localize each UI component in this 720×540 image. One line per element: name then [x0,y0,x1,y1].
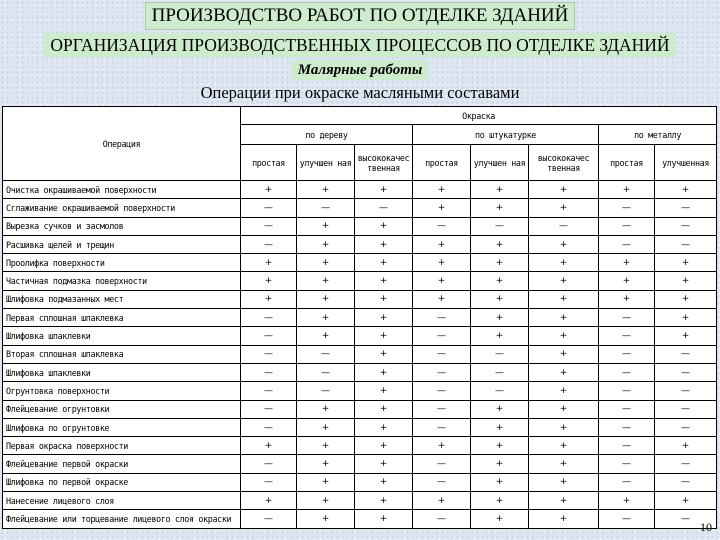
table-row [3,199,717,217]
table-cell: + [471,199,529,217]
quality-header: улучшен ная [471,145,529,181]
table-cell: + [471,327,529,345]
table-cell: + [599,290,655,308]
table-cell: + [529,235,599,253]
operation-name: Расшивка щелей и трещин [3,235,241,253]
table-cell: + [355,309,413,327]
table-cell: + [297,217,355,235]
table-cell: + [471,492,529,510]
table-cell: + [413,437,471,455]
table-cell: + [529,272,599,290]
operation-name: Шлифовка по огрунтовке [3,418,241,436]
table-cell: + [297,510,355,528]
quality-header: высококачес твенная [529,145,599,181]
painting-group-header: Окраска [241,107,717,125]
table-cell: — [413,363,471,381]
table-cell: + [241,492,297,510]
table-cell: — [599,235,655,253]
table-row [3,400,717,418]
table-cell: + [297,437,355,455]
table-cell: — [413,418,471,436]
table-cell: + [413,254,471,272]
table-cell: — [241,345,297,363]
table-cell: — [471,382,529,400]
table-cell: — [241,363,297,381]
quality-header: улучшен ная [297,145,355,181]
operation-name: Флейцевание или торцевание лицевого слоя окраски [3,510,241,528]
table-cell: + [599,492,655,510]
surface-header-wood: по дереву [241,125,413,145]
table-cell: — [241,455,297,473]
table-cell: + [529,290,599,308]
table-cell: + [355,345,413,363]
table-cell: — [599,418,655,436]
table-cell: — [599,327,655,345]
table-cell: — [599,473,655,491]
table-cell: + [599,272,655,290]
table-cell: + [655,272,717,290]
operation-name: Частичная подмазка поверхности [3,272,241,290]
table-cell: — [471,363,529,381]
table-cell: — [297,363,355,381]
table-cell: — [655,345,717,363]
table-row [3,290,717,308]
table-cell: + [471,473,529,491]
table-cell: + [471,437,529,455]
table-row [3,345,717,363]
table-cell: + [529,418,599,436]
quality-header: простая [413,145,471,181]
table-cell: + [355,327,413,345]
table-cell: + [241,181,297,199]
table-cell: — [471,217,529,235]
table-cell: + [297,290,355,308]
table-cell: — [413,382,471,400]
table-cell: + [297,418,355,436]
table-cell: + [297,492,355,510]
table-cell: + [297,327,355,345]
table-cell: — [355,199,413,217]
page-number: 10 [700,520,712,534]
table-cell: — [413,510,471,528]
table-cell: — [655,382,717,400]
table-cell: — [599,382,655,400]
table-cell: + [599,254,655,272]
table-cell: + [413,199,471,217]
table-cell: — [297,382,355,400]
table-cell: — [655,217,717,235]
table-cell: + [297,254,355,272]
table-cell: + [471,309,529,327]
table-cell: + [529,345,599,363]
surface-header-plaster: по штукатурке [413,125,599,145]
table-cell: — [655,455,717,473]
table-cell: — [413,455,471,473]
table-cell: + [241,272,297,290]
table-cell: + [297,181,355,199]
table-body [3,181,717,529]
operation-name: Флейцевание первой окраски [3,455,241,473]
table-row [3,455,717,473]
table-cell: — [241,418,297,436]
table-cell: + [355,455,413,473]
table-cell: + [297,309,355,327]
operation-column-header: Операция [3,107,241,181]
table-cell: + [355,272,413,290]
table-row [3,473,717,491]
table-row [3,272,717,290]
table-cell: + [471,254,529,272]
table-cell: + [241,437,297,455]
table-cell: — [297,345,355,363]
table-cell: — [241,217,297,235]
quality-header: простая [241,145,297,181]
table-cell: + [241,254,297,272]
table-row [3,382,717,400]
table-row [3,363,717,381]
table-cell: + [297,272,355,290]
table-cell: + [355,363,413,381]
operation-name: Первая сплошная шпаклевка [3,309,241,327]
table-cell: — [413,345,471,363]
table-cell: — [599,199,655,217]
table-cell: — [241,309,297,327]
table-cell: + [355,473,413,491]
table-cell: — [655,199,717,217]
table-cell: — [655,235,717,253]
operation-name: Шлифовка шпаклевки [3,327,241,345]
table-cell: + [529,400,599,418]
table-cell: — [413,327,471,345]
page-title: ПРОИЗВОДСТВО РАБОТ ПО ОТДЕЛКЕ ЗДАНИЙ [0,2,720,30]
table-cell: + [413,272,471,290]
table-cell: + [241,290,297,308]
table-cell: + [529,309,599,327]
table-cell: + [655,309,717,327]
operation-name: Очистка окрашиваемой поверхности [3,181,241,199]
operation-name: Огрунтовка поверхности [3,382,241,400]
quality-header: простая [599,145,655,181]
table-cell: + [355,290,413,308]
table-cell: — [599,400,655,418]
table-cell: + [355,418,413,436]
table-row [3,217,717,235]
table-cell: — [529,217,599,235]
table-cell: — [655,400,717,418]
table-cell: + [655,437,717,455]
quality-header: высококачес твенная [355,145,413,181]
table-cell: + [355,181,413,199]
table-cell: + [471,290,529,308]
table-cell: + [413,181,471,199]
table-cell: + [471,400,529,418]
table-cell: + [529,181,599,199]
table-cell: + [655,492,717,510]
table-cell: — [655,418,717,436]
table-cell: + [655,327,717,345]
table-cell: + [355,382,413,400]
table-cell: + [529,473,599,491]
table-cell: + [599,181,655,199]
table-cell: + [655,254,717,272]
table-row [3,327,717,345]
table-cell: + [529,492,599,510]
table-row [3,418,717,436]
table-cell: + [471,181,529,199]
operations-table [2,106,717,529]
table-row [3,492,717,510]
table-cell: + [297,400,355,418]
table-cell: + [471,510,529,528]
table-row [3,510,717,528]
table-cell: — [599,363,655,381]
table-cell: — [241,510,297,528]
table-cell: + [471,235,529,253]
table-cell: + [655,181,717,199]
table-cell: + [355,492,413,510]
table-cell: — [241,473,297,491]
table-cell: + [529,382,599,400]
table-cell: — [413,400,471,418]
table-cell: — [599,510,655,528]
operation-name: Проолифка поверхности [3,254,241,272]
operation-name: Сглаживание окрашиваемой поверхности [3,199,241,217]
operation-name: Шлифовка шпаклевки [3,363,241,381]
table-cell: — [655,363,717,381]
operation-name: Флейцевание огрунтовки [3,400,241,418]
table-cell: — [241,199,297,217]
operation-name: Вторая сплошная шпаклевка [3,345,241,363]
table-cell: + [355,437,413,455]
table-row [3,437,717,455]
table-cell: — [241,400,297,418]
table-cell: — [655,510,717,528]
table-cell: — [241,327,297,345]
table-cell: — [655,473,717,491]
table-cell: + [471,272,529,290]
operation-name: Первая окраска поверхности [3,437,241,455]
table-row [3,235,717,253]
table-cell: — [413,217,471,235]
table-cell: + [355,400,413,418]
quality-header: улучшенная [655,145,717,181]
table-cell: + [529,455,599,473]
operation-name: Вырезка сучков и засмолов [3,217,241,235]
table-cell: + [297,235,355,253]
table-cell: + [297,473,355,491]
table-cell: — [599,345,655,363]
table-cell: + [413,290,471,308]
table-cell: — [599,309,655,327]
table-cell: + [471,418,529,436]
table-cell: + [529,437,599,455]
table-caption: Операции при окраске масляными составами [200,83,520,102]
table-cell: + [355,254,413,272]
table-row [3,181,717,199]
table-cell: — [297,199,355,217]
page-subtitle: ОРГАНИЗАЦИЯ ПРОИЗВОДСТВЕННЫХ ПРОЦЕССОВ ПО ОТДЕЛКЕ ЗДАНИЙ [0,33,720,57]
table-cell: — [241,382,297,400]
table-cell: — [241,235,297,253]
operation-name: Шлифовка по первой окраске [3,473,241,491]
table-cell: + [297,455,355,473]
table-cell: + [529,199,599,217]
operation-name: Шлифовка подмазанных мест [3,290,241,308]
table-cell: + [529,510,599,528]
table-cell: + [355,235,413,253]
table-cell: + [413,235,471,253]
table-cell: — [413,473,471,491]
operation-name: Нанесение лицевого слоя [3,492,241,510]
table-cell: + [413,492,471,510]
table-row [3,309,717,327]
table-cell: + [355,217,413,235]
table-cell: — [413,309,471,327]
surface-header-metal: по металлу [599,125,717,145]
table-cell: — [599,217,655,235]
table-cell: + [529,363,599,381]
table-cell: + [529,327,599,345]
table-cell: — [599,437,655,455]
table-cell: + [471,455,529,473]
table-cell: + [529,254,599,272]
table-cell: + [355,510,413,528]
section-heading: Малярные работы [0,60,720,80]
table-cell: + [655,290,717,308]
table-row [3,254,717,272]
table-cell: — [471,345,529,363]
table-cell: — [599,455,655,473]
